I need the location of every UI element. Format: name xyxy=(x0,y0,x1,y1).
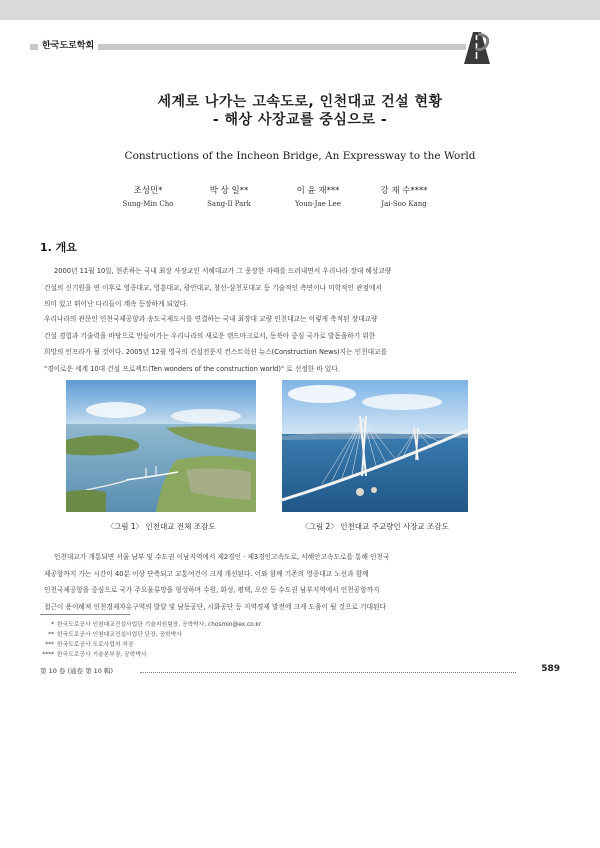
author-name-ko: 강 재 수**** xyxy=(380,186,428,196)
text-line: 희망의 인프라가 될 것이다. 2005년 12월 영국의 건설전문지 컨스트럭션 뉴스(Construction News)지는 인천대교를 xyxy=(44,348,388,356)
author-name-ko: 조성민* xyxy=(133,186,163,196)
figure-1-caption: 〈그림 1〉 인천대교 전체 조감도 xyxy=(106,522,216,531)
footnote-text: 한국도로공사 기술본부장, 공학박사 xyxy=(57,652,147,658)
text-line: 제공항까지 가는 시간이 40분 이상 단축되고 교통여건이 크게 개선된다. 이와 함께 기존의 영종대교 노선과 함께 xyxy=(44,569,369,578)
text-line: 건설 경험과 기술력을 바탕으로 만들어가는 우리나라의 새로운 랜드마크로서, 동북아 중심 국가로 발돋움하기 위한 xyxy=(44,331,376,340)
paragraph-3 xyxy=(44,549,558,615)
top-gray-band xyxy=(0,0,600,20)
text-line: 2000년 11월 10일, 현존하는 국내 최장 사장교인 서해대교가 그 웅장한 자태를 드러내면서 우리나라 장대 해상교량 xyxy=(54,267,392,275)
paper-title-line1: 세계로 나가는 고속도로, 인천대교 건설 현황 xyxy=(157,94,443,110)
figure-2-caption: 〈그림 2〉 인천대교 주교량인 사장교 조감도 xyxy=(301,522,449,531)
footnote-mark: **** xyxy=(42,652,54,658)
aerial-overview-illustration xyxy=(66,380,256,512)
author-list xyxy=(0,184,600,210)
footnote-text: 한국도로공사 인천대교건설사업단 기술지원팀장, 공학박사, chosmin@ex.co.kr xyxy=(57,622,262,628)
author-1 xyxy=(113,184,183,208)
paper-title-line2: - 해상 사장교를 중심으로 - xyxy=(212,112,388,128)
volume-info: 第 10 卷 (通卷 第 10 輯) xyxy=(40,667,114,675)
author-name-en: Youn-Jae Lee xyxy=(295,200,341,208)
section-heading: 1. 개요 xyxy=(40,241,77,254)
figure-1-image xyxy=(66,380,256,512)
figure-2-image xyxy=(282,380,468,512)
page-footer xyxy=(40,666,560,680)
text-line: 인천대교가 개통되면 서울 남부 및 수도권 이남지역에서 제2경인 · 제3경인고속도로, 서해안고속도로를 통해 인천국 xyxy=(54,553,390,561)
footnote-rule xyxy=(40,614,130,615)
footer-dotted-rule xyxy=(140,672,516,673)
author-4 xyxy=(364,184,444,208)
footnote xyxy=(38,640,261,650)
footnote-mark: *** xyxy=(45,642,54,648)
paragraph-1 xyxy=(44,263,558,313)
footnote xyxy=(38,620,261,630)
text-line: 인천국제공항을 중심으로 국가 주요물류망을 형성하며 수원, 화성, 평택, 오산 등 수도권 남부지역에서 인천공항까지 xyxy=(44,586,380,594)
author-name-ko: 박 상 일** xyxy=(209,186,249,196)
author-name-en: Jai-Soo Kang xyxy=(381,200,427,208)
footnote-mark: ** xyxy=(48,632,54,638)
page-number: 589 xyxy=(541,664,560,674)
journal-name: 한국도로학회 xyxy=(38,38,98,51)
author-3 xyxy=(278,184,358,208)
footnote-text: 한국도로공사 도로사업처 처장 xyxy=(57,642,134,648)
text-line: 접근이 용이해져 인천경제자유구역의 발달 및 남동공단, 시화공단 등 지역경제 발전에 크게 도움이 될 것으로 기대된다 xyxy=(44,602,386,611)
text-line: 우리나라의 관문인 인천국제공항과 송도국제도시를 연결하는 국내 최장대 교량 인천대교는 이렇게 축적된 장대교량 xyxy=(44,315,378,323)
footnote-text: 한국도로공사 인천대교건설사업단 단장, 공학박사 xyxy=(57,632,182,638)
footnotes xyxy=(38,620,261,660)
author-2 xyxy=(194,184,264,208)
text-line: "경이로운 세계 10대 건설 프로젝트(Ten wonders of the construction world)" 로 선정한 바 있다. xyxy=(44,364,340,373)
journal-logo-icon xyxy=(462,30,492,66)
text-line: 건설의 신기원을 연 이후로 영종대교, 영흥대교, 광안대교, 창선-삼천포대교 등 기술적인 측면이나 미학적인 관점에서 xyxy=(44,283,382,292)
footnote xyxy=(38,650,261,660)
author-name-en: Sang-Il Park xyxy=(207,200,251,208)
paragraph-2 xyxy=(44,311,558,377)
cable-stayed-bridge-illustration xyxy=(282,380,468,512)
paper-title-english: Constructions of the Incheon Bridge, An Expressway to the World xyxy=(124,150,476,162)
author-name-ko: 이 윤 재*** xyxy=(296,186,340,196)
footnote-mark: * xyxy=(51,622,54,628)
footnote xyxy=(38,630,261,640)
author-name-en: Sung-Min Cho xyxy=(122,200,174,208)
text-line: 의미 있고 뛰어난 다리들이 계속 등장하게 되었다. xyxy=(44,300,189,308)
